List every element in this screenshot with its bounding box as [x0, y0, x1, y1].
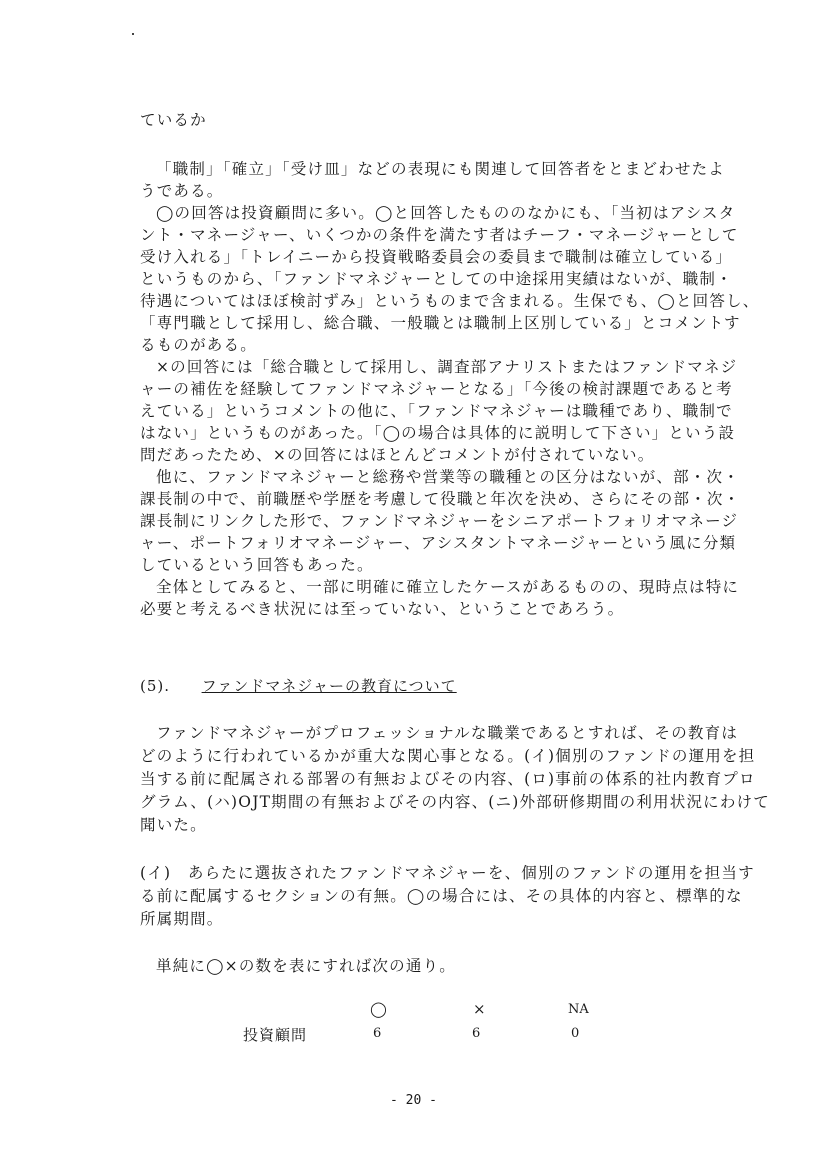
- table-cell: 6: [472, 1026, 481, 1041]
- paragraph-line: 課長制の中で、前職歴や学歴を考慮して役職と年次を決め、さらにその部・次・: [140, 490, 741, 508]
- table-header-circle: ◯: [370, 1000, 387, 1018]
- section-heading: [140, 675, 457, 696]
- paragraph-line: ント・マネージャー、いくつかの条件を満たす者はチーフ・マネージャーとして: [140, 226, 739, 244]
- section-body-line: ファンドマネジャーがプロフェッショナルな職業であるとすれば、その教育は: [156, 724, 739, 742]
- table-header-cross: ×: [473, 1000, 486, 1018]
- table-intro: 単純に◯×の数を表にすれば次の通り。: [156, 957, 456, 975]
- paragraph-line: 他に、ファンドマネジャーと総務や営業等の職種との区分はないが、部・次・: [156, 468, 740, 486]
- section-body-line: どのように行われているかが重大な関心事となる。(イ)個別のファンドの運用を担: [140, 747, 756, 765]
- paragraph-line: ◯の回答は投資顧問に多い。◯と回答したもののなかにも、「当初はアシスタ: [156, 204, 736, 222]
- paragraph-line: ャー、ポートフォリオマネージャー、アシスタントマネージャーという風に分類: [140, 534, 737, 552]
- sub-item-line: (イ) あらたに選抜されたファンドマネジャーを、個別のファンドの運用を担当す: [140, 864, 755, 882]
- paragraph-line: 受け入れる」「トレイニーから投資戦略委員会の委員まで職制は確立している」: [140, 248, 733, 266]
- table-cell: 0: [571, 1026, 580, 1041]
- section-body-line: 当する前に配属される部署の有無およびその内容、(ロ)事前の体系的社内教育プロ: [140, 770, 756, 788]
- paragraph-line: ャーの補佐を経験してファンドマネジャーとなる」「今後の検討課題であると考: [140, 380, 733, 398]
- paragraph-line: えている」というコメントの他に、「ファンドマネジャーは職種であり、職制で: [140, 402, 733, 420]
- paragraph-line: 全体としてみると、一部に明確に確立したケースがあるものの、現時点は特に: [156, 578, 740, 596]
- paragraph-line: うである。: [140, 182, 224, 200]
- paragraph-line: というものから、「ファンドマネジャーとしての中途採用実績はないが、職制・: [140, 270, 733, 288]
- paragraph-line: 「職制」「確立」「受け皿」などの表現にも関連して回答者をとまどわせたよ: [156, 160, 726, 178]
- table-row-label: 投資顧問: [243, 1026, 308, 1044]
- scan-speck: [132, 33, 134, 35]
- section-body-line: 聞いた。: [140, 816, 207, 834]
- page-number: - 20 -: [390, 1093, 437, 1108]
- table-header-na: NA: [568, 1002, 589, 1017]
- table-cell: 6: [373, 1026, 382, 1041]
- paragraph-line: 課長制にリンクした形で、ファンドマネジャーをシニアポートフォリオマネージ: [140, 512, 739, 530]
- paragraph-line: 「専門職として採用し、総合職、一般職とは職制上区別している」とコメントす: [140, 314, 741, 332]
- paragraph-line: 必要と考えるべき状況には至っていない、ということであろう。: [140, 600, 625, 618]
- paragraph-line: るものがある。: [140, 336, 257, 354]
- section-title: ファンドマネジャーの教育について: [201, 677, 457, 695]
- paragraph-line: しているという回答もあった。: [140, 556, 374, 574]
- intro-line: ているか: [140, 111, 207, 129]
- paragraph-line: 問だあったため、×の回答にはほとんどコメントが付されていない。: [140, 446, 655, 464]
- section-body-line: グラム、(ハ)OJT期間の有無およびその内容、(ニ)外部研修期間の利用状況にわけて: [140, 793, 770, 811]
- sub-item-line: る前に配属するセクションの有無。◯の場合には、その具体的内容と、標準的な: [140, 887, 743, 905]
- paragraph-line: ×の回答には「総合職として採用し、調査部アナリストまたはファンドマネジ: [156, 358, 738, 376]
- section-number: (5).: [140, 677, 171, 695]
- paragraph-line: はない」というものがあった。「◯の場合は具体的に説明して下さい」という設: [140, 424, 736, 442]
- paragraph-line: 待遇についてはほぼ検討ずみ」というものまで含まれる。生保でも、◯と回答し、: [140, 292, 760, 310]
- sub-item-line: 所属期間。: [140, 910, 224, 928]
